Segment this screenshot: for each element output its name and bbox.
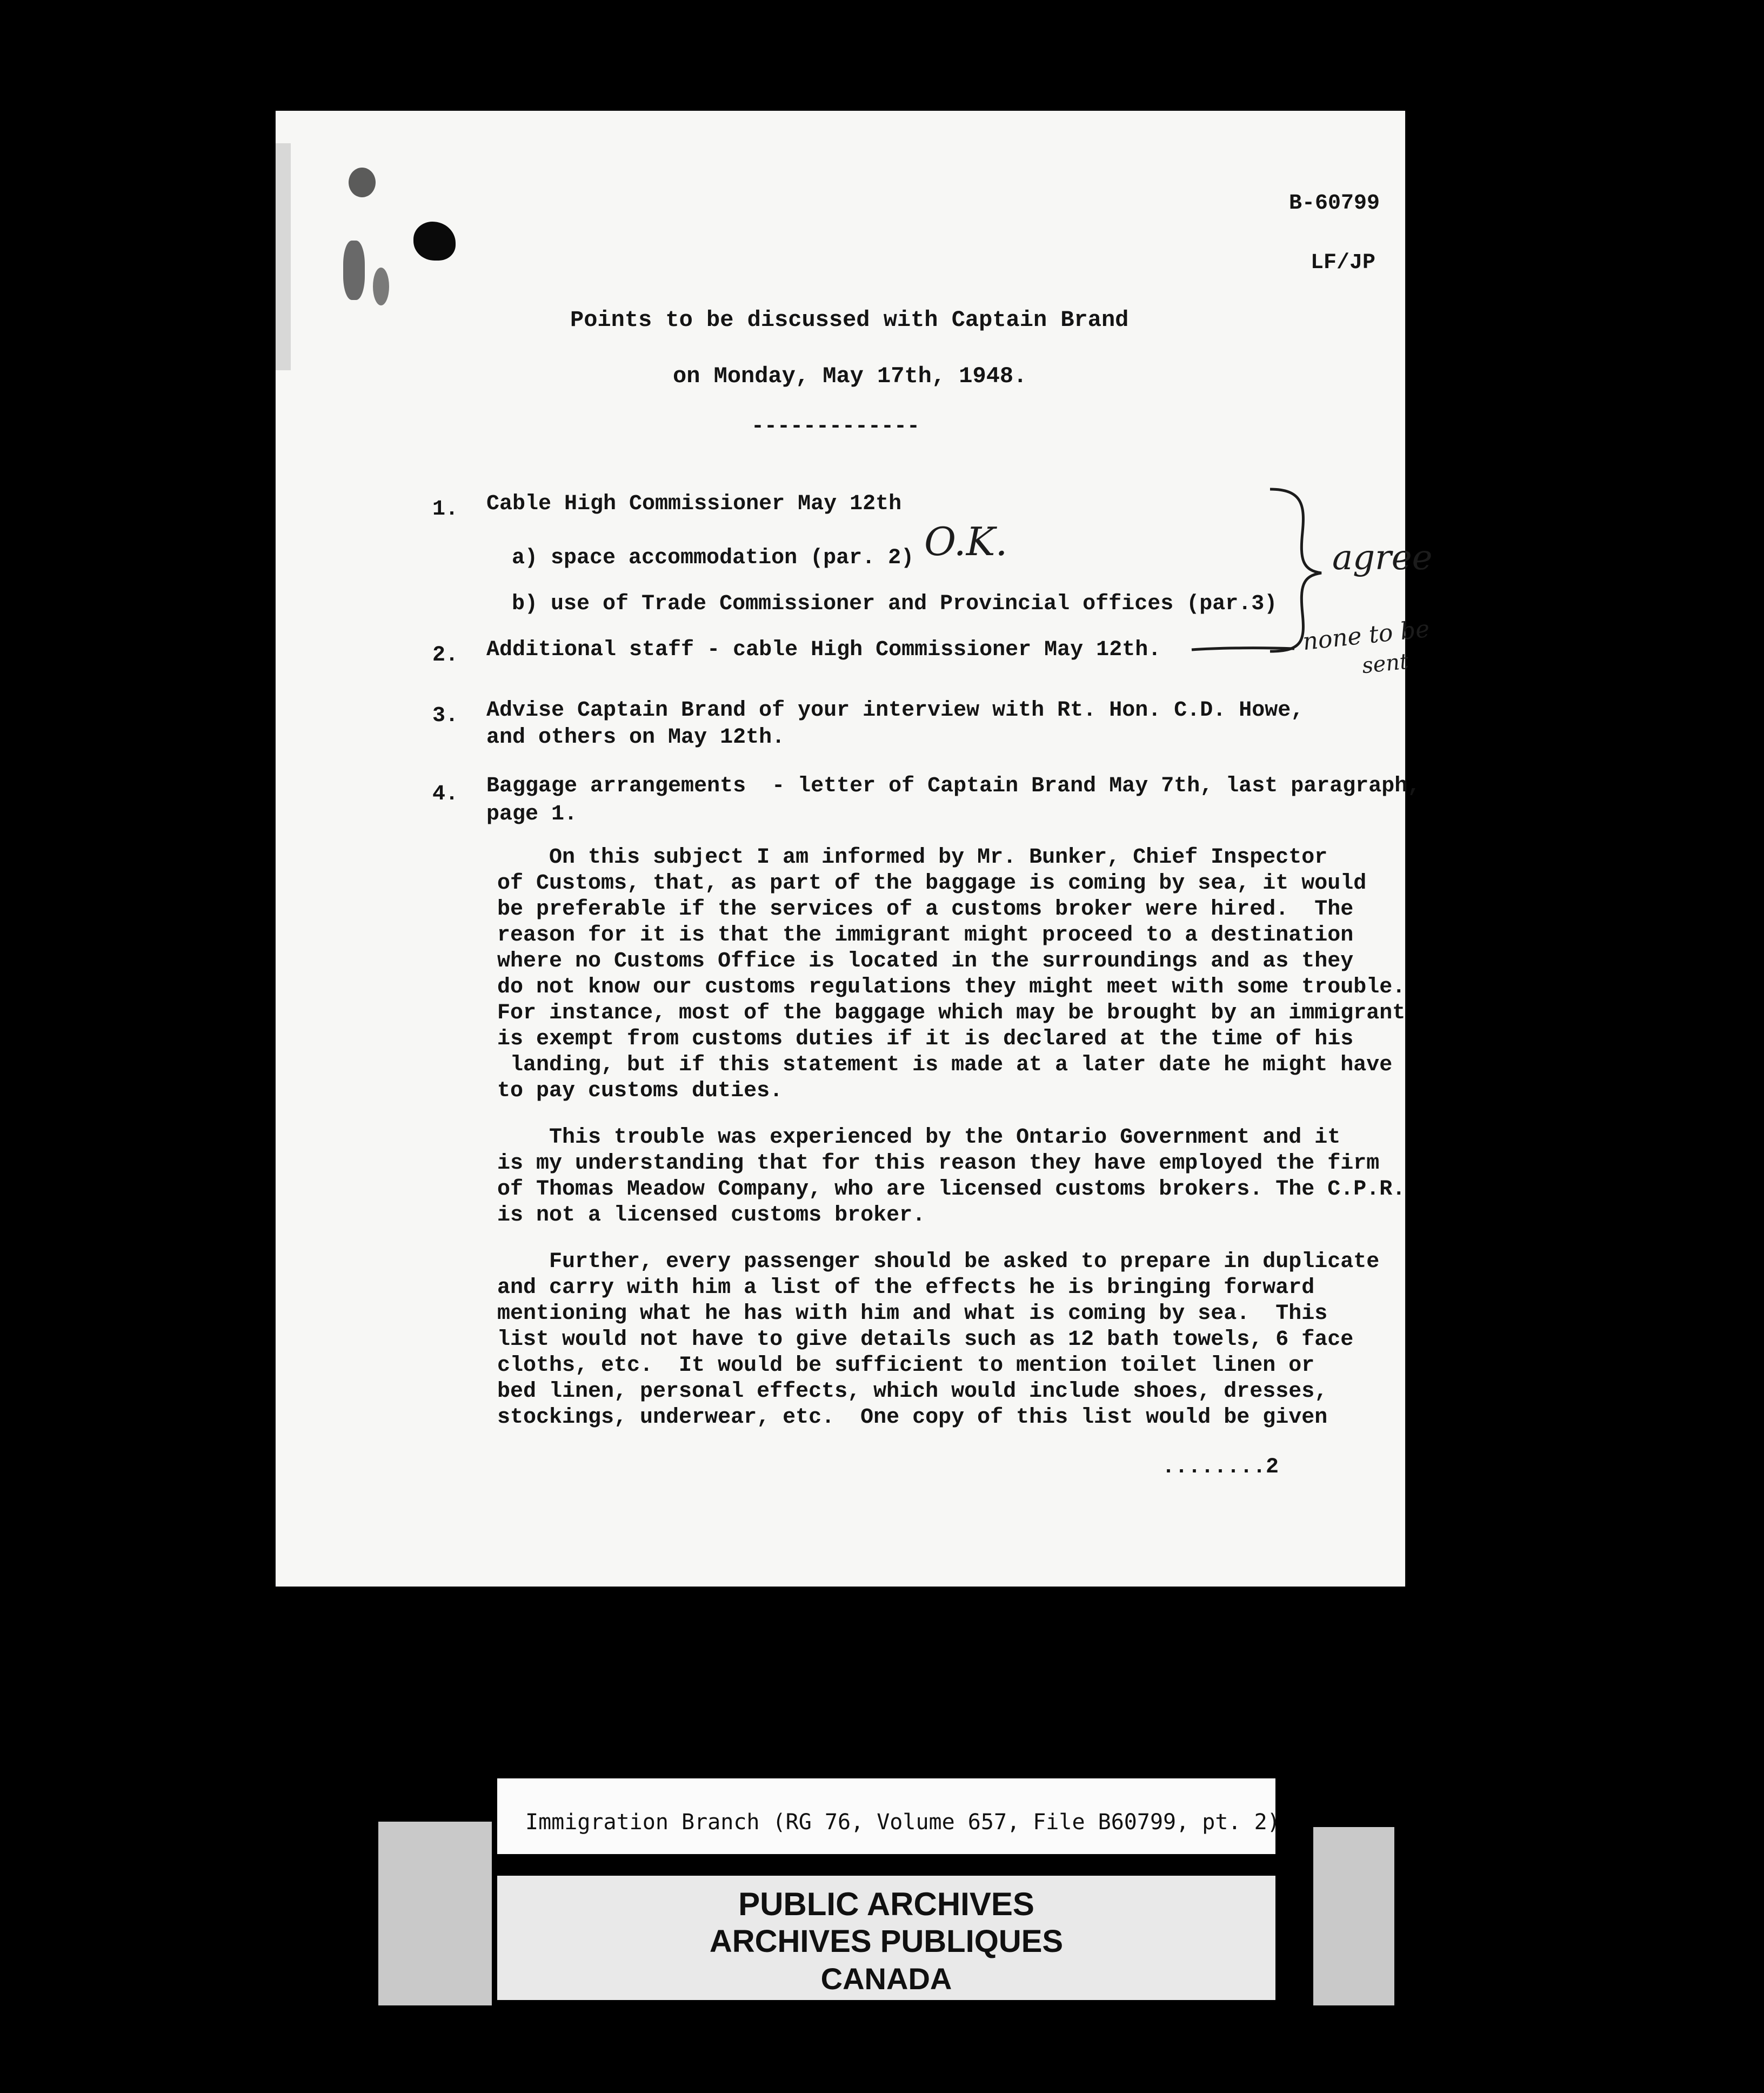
title-rule: ------------- (751, 415, 920, 439)
paragraph-line: landing, but if this statement is made at a later date he might have (497, 1053, 1393, 1077)
stamp-line: PUBLIC ARCHIVES (738, 1886, 1034, 1922)
paragraph-line: and carry with him a list of the effects he is bringing forward (497, 1276, 1315, 1300)
paragraph-line: This trouble was experienced by the Ontario Government and it (497, 1125, 1341, 1150)
sub-item-a: a) space accommodation (par. 2) (512, 546, 914, 570)
handwritten-agree: agree (1332, 538, 1433, 578)
paragraph-line: is not a licensed customs broker. (497, 1203, 926, 1228)
card-tab-left (378, 1822, 492, 2005)
handwritten-note: sent (1360, 649, 1410, 679)
item-number: 1. (432, 497, 459, 522)
paragraph-line: cloths, etc. It would be sufficient to mention toilet linen or (497, 1354, 1315, 1378)
paragraph-line: is my understanding that for this reason they have employed the firm (497, 1151, 1380, 1176)
item-number: 3. (432, 704, 459, 728)
ink-stain (343, 241, 365, 300)
item-text: Additional staff - cable High Commissioner May 12th. (486, 638, 1161, 662)
continuation-marker: ........2 (1162, 1455, 1279, 1479)
handwritten-ok: O.K. (924, 519, 1008, 564)
paragraph-line: be preferable if the services of a customs broker were hired. The (497, 897, 1354, 922)
card-tab-right (1313, 1827, 1394, 2005)
paragraph-line: is exempt from customs duties if it is declared at the time of his (497, 1027, 1354, 1051)
paragraph-line: On this subject I am informed by Mr. Bunker, Chief Inspector (497, 845, 1328, 870)
item-text: Advise Captain Brand of your interview with Rt. Hon. C.D. Howe, (486, 698, 1304, 723)
paragraph-line: to pay customs duties. (497, 1079, 783, 1103)
archive-label-text: Immigration Branch (RG 76, Volume 657, File B60799, pt. 2) (525, 1810, 1280, 1835)
item-text: page 1. (486, 802, 578, 826)
paragraph-line: reason for it is that the immigrant might proceed to a destination (497, 923, 1354, 948)
paragraph-line: bed linen, personal effects, which would include shoes, dresses, (497, 1379, 1328, 1404)
item-number: 4. (432, 782, 459, 806)
item-text: and others on May 12th. (486, 725, 785, 750)
document-subtitle: on Monday, May 17th, 1948. (673, 363, 1027, 389)
stamp-line: ARCHIVES PUBLIQUES (709, 1924, 1064, 1959)
paragraph-line: where no Customs Office is located in the surroundings and as they (497, 949, 1354, 974)
stamp-line: CANADA (820, 1962, 952, 1996)
paragraph-line: do not know our customs regulations they might meet with some trouble. (497, 975, 1406, 999)
ink-stain (373, 268, 389, 305)
handwritten-dash (1189, 643, 1297, 654)
sub-item-b: b) use of Trade Commissioner and Provincial offices (par.3) (512, 592, 1278, 616)
item-text: Baggage arrangements - letter of Captain Brand May 7th, last paragraph, (486, 774, 1421, 798)
paragraph-line: Further, every passenger should be asked to prepare in duplicate (497, 1250, 1380, 1274)
paragraph-line: of Thomas Meadow Company, who are licensed customs brokers. The C.P.R. (497, 1177, 1406, 1202)
archives-stamp (497, 1876, 1275, 2000)
item-text: Cable High Commissioner May 12th (486, 492, 902, 516)
item-number: 2. (432, 643, 459, 668)
file-number: B-60799 (1289, 191, 1380, 216)
document-page (276, 111, 1433, 1587)
document-title: Points to be discussed with Captain Brand (570, 307, 1129, 333)
punch-hole (413, 222, 456, 261)
paragraph-line: of Customs, that, as part of the baggage is coming by sea, it would (497, 871, 1367, 896)
archive-label (497, 1778, 1280, 1854)
paragraph-line: list would not have to give details such as 12 bath towels, 6 face (497, 1328, 1354, 1352)
handwritten-note: none to be (1301, 615, 1431, 656)
initials: LF/JP (1311, 251, 1376, 275)
paragraph-line: mentioning what he has with him and what is coming by sea. This (497, 1302, 1328, 1326)
ink-stain (349, 168, 376, 197)
paragraph-line: stockings, underwear, etc. One copy of this list would be given (497, 1405, 1328, 1430)
paragraph-line: For instance, most of the baggage which may be brought by an immigrant (497, 1001, 1406, 1025)
edge-shadow (276, 143, 291, 370)
